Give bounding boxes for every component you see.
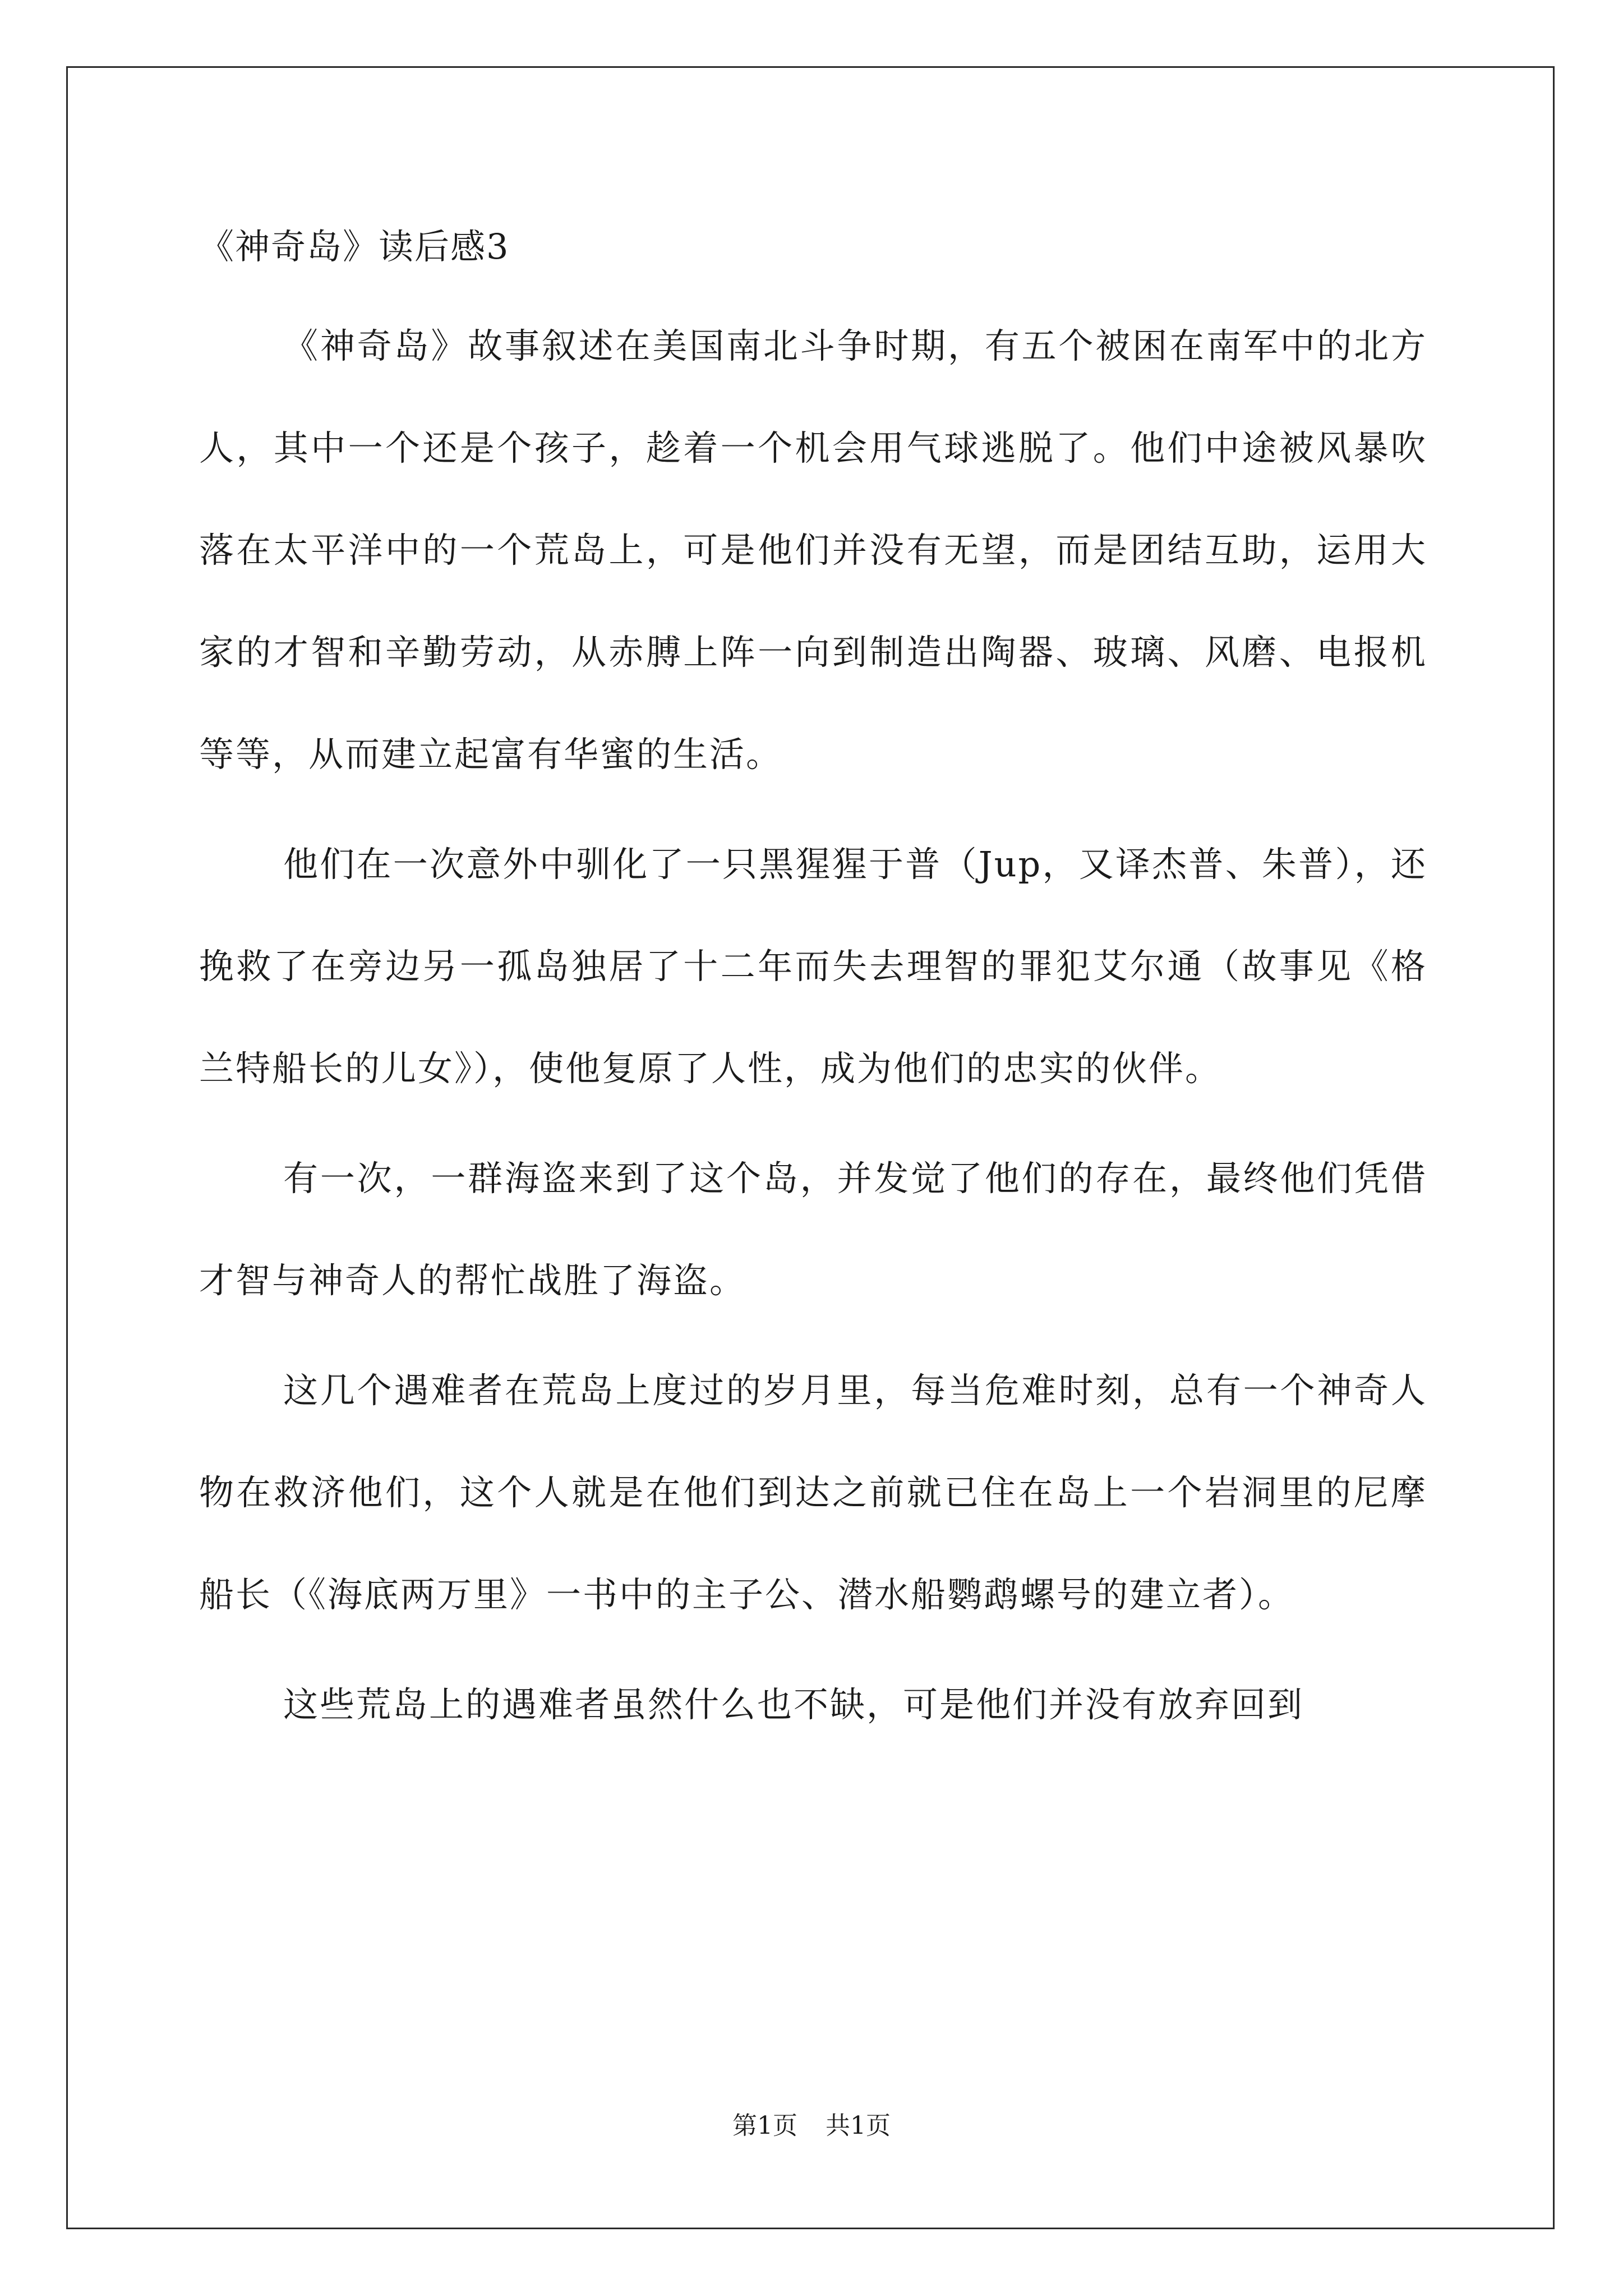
paragraph-2: 他们在一次意外中驯化了一只黑猩猩于普（Jup，又译杰普、朱普），还挽救了在旁边另一孤岛独居了十二年而失去理智的罪犯艾尔通（故事见《格兰特船长的儿女》），使他复原了人性，成为他们的忠实的伙伴。 xyxy=(199,844,1427,1089)
page-number-current: 第1页 xyxy=(732,2111,797,2140)
page-number-total: 共1页 xyxy=(826,2111,891,2140)
document-body xyxy=(199,213,1427,1756)
document-title: 《神奇岛》读后感3 xyxy=(199,226,510,267)
paragraph-1: 《神奇岛》故事叙述在美国南北斗争时期，有五个被困在南军中的北方人，其中一个还是个孩子，趁着一个机会用气球逃脱了。他们中途被风暴吹落在太平洋中的一个荒岛上，可是他们并没有无望，而是团结互助，运用大家的才智和辛勤劳动，从赤膊上阵一向到制造出陶器、玻璃、风磨、电报机等等，从而建立起富有华蜜的生活。 xyxy=(199,325,1427,775)
paragraph-4: 这几个遇难者在荒岛上度过的岁月里，每当危难时刻，总有一个神奇人物在救济他们，这个人就是在他们到达之前就已住在岛上一个岩洞里的尼摩船长（《海底两万里》一书中的主子公、潜水船鹦鹉螺号的建立者）。 xyxy=(199,1370,1427,1615)
page-footer xyxy=(0,2109,1623,2143)
paragraph-3: 有一次，一群海盗来到了这个岛，并发觉了他们的存在，最终他们凭借才智与神奇人的帮忙战胜了海盗。 xyxy=(199,1158,1427,1301)
paragraph-5: 这些荒岛上的遇难者虽然什么也不缺，可是他们并没有放弃回到 xyxy=(283,1684,1304,1725)
